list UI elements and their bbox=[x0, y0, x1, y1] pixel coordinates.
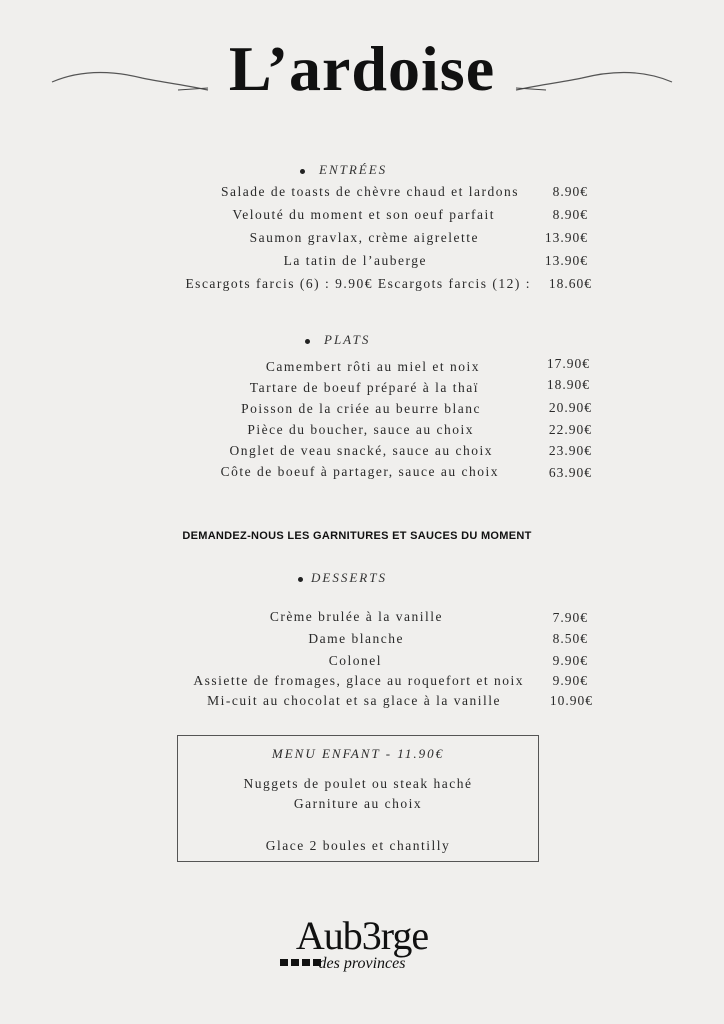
bullet-icon bbox=[305, 339, 310, 344]
menu-item-name: Poisson de la criée au beurre blanc bbox=[241, 401, 481, 416]
menu-item-name: Crème brulée à la vanille bbox=[269, 609, 443, 624]
menu-item-price: 9.90€ bbox=[552, 653, 588, 668]
menu-item-name: Colonel bbox=[328, 653, 382, 668]
menu-item-price: 18.90€ bbox=[546, 377, 590, 392]
left-flourish-icon bbox=[50, 66, 210, 96]
menu-item-name: Salade de toasts de chèvre chaud et lardons bbox=[220, 184, 519, 199]
menu-item-name: Onglet de veau snacké, sauce au choix bbox=[229, 443, 493, 458]
menu-item-price: 8.90€ bbox=[552, 184, 588, 199]
kids-menu-line: Glace 2 boules et chantilly bbox=[265, 838, 451, 853]
logo-wordmark: Aub3rge bbox=[295, 913, 429, 958]
menu-item-price: 7.90€ bbox=[552, 610, 588, 625]
kids-menu-line: Garniture au choix bbox=[293, 796, 423, 811]
menu-item-name: Saumon gravlax, crème aigrelette bbox=[249, 230, 479, 245]
right-flourish-icon bbox=[514, 66, 674, 96]
menu-item-price: 10.90€ bbox=[549, 693, 593, 708]
menu-item-price: 23.90€ bbox=[548, 443, 592, 458]
bullet-icon bbox=[300, 169, 305, 174]
menu-item-price: 13.90€ bbox=[544, 253, 588, 268]
menu-item-name: Camembert rôti au miel et noix bbox=[265, 359, 480, 374]
menu-item-price: 17.90€ bbox=[546, 356, 590, 371]
menu-item-name: Dame blanche bbox=[308, 631, 404, 646]
plats-heading bbox=[305, 332, 370, 348]
kids-menu-line: Nuggets de poulet ou steak haché bbox=[243, 776, 473, 791]
menu-item-price: 22.90€ bbox=[548, 422, 592, 437]
kids-menu-title: MENU ENFANT - 11.90€ bbox=[271, 746, 445, 761]
menu-item-price: 20.90€ bbox=[548, 400, 592, 415]
desserts-heading-label: DESSERTS bbox=[311, 570, 387, 585]
garnish-note: DEMANDEZ-NOUS LES GARNITURES ET SAUCES DU MOMENT bbox=[182, 530, 532, 542]
menu-item-name: Mi-cuit au chocolat et sa glace à la vanille bbox=[207, 693, 501, 708]
menu-item-price: 8.90€ bbox=[552, 207, 588, 222]
menu-item-name: Velouté du moment et son oeuf parfait bbox=[232, 207, 495, 222]
bullet-icon bbox=[298, 577, 303, 582]
entrees-heading bbox=[300, 162, 387, 178]
menu-item-price: 18.60€ bbox=[548, 276, 592, 291]
menu-item-price: 8.50€ bbox=[552, 631, 588, 646]
menu-item-name: Assiette de fromages, glace au roquefort et noix bbox=[193, 673, 524, 688]
menu-item-name: Pièce du boucher, sauce au choix bbox=[247, 422, 474, 437]
entrees-heading-label: ENTRÉES bbox=[319, 162, 388, 177]
menu-item-name: Escargots farcis (6) : 9.90€ Escargots farcis (12) : bbox=[185, 276, 531, 291]
menu-item-name: Tartare de boeuf préparé à la thaï bbox=[249, 380, 479, 395]
plats-heading-label: PLATS bbox=[324, 332, 371, 347]
menu-item-price: 9.90€ bbox=[552, 673, 588, 688]
menu-item-price: 63.90€ bbox=[548, 465, 592, 480]
page-title: L’ardoise bbox=[228, 33, 496, 104]
menu-item-price: 13.90€ bbox=[544, 230, 588, 245]
desserts-heading bbox=[298, 570, 387, 586]
menu-item-name: La tatin de l’auberge bbox=[283, 253, 427, 268]
menu-item-name: Côte de boeuf à partager, sauce au choix bbox=[220, 464, 499, 479]
logo-subtitle: des provinces bbox=[318, 955, 406, 972]
